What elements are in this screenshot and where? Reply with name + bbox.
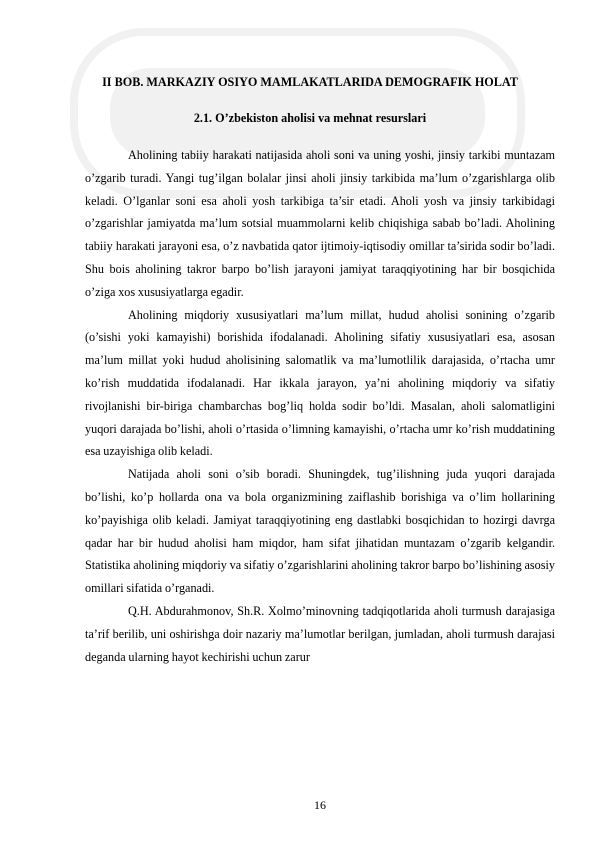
chapter-title: II BOB. MARKAZIY OSIYO MAMLAKATLARIDA DEMOGRAFIK HOLAT — [102, 75, 518, 89]
body-text — [85, 144, 555, 668]
paragraph-4: Q.H. Abdurahmonov, Sh.R. Xolmo’minovning tadqiqotlarida aholi turmush darajasiga ta’rif berilib, uni oshirishga doir nazariy ma’lumotlar berilgan, jumladan, aholi turmush darajasi deganda ularning hayot kechirishi uchun zarur — [85, 603, 555, 664]
section-title: 2.1. O’zbekiston aholisi va mehnat resurslari — [193, 111, 427, 125]
page-number: 16 — [314, 798, 326, 812]
paragraph-3: Natijada aholi soni o’sib boradi. Shuningdek, tug’ilishning juda yuqori darajada bo’lishi, ko’p hollarda ona va bola organizmining zaiflashib borishiga va o’lim hollarining ko’payishiga olib keladi. Jamiyat taraqqiyotining eng dastlabki bosqichidan to hozirgi davrga qadar har bir hudud aholisi ham miqdor, ham sifat jihatidan muntazam o’zgarib kelgandir. Statistika aholining miqdoriy va sifatiy o’zgarishlarini aholining takror barpo bo’lishining asosiy omillari sifatida o’rganadi. — [85, 467, 555, 596]
paragraph-2: Aholining miqdoriy xususiyatlari ma’lum millat, hudud aholisi sonining o’zgarib (o’sishi yoki kamayishi) borishida ifodalanadi. Aholining sifatiy xususiyatlari esa, asosan ma’lum millat yoki hudud aholisining salomatlik va ma’lumotlilik darajasida, o’rtacha umr ko’rish muddatida ifodalanadi. Har ikkala jarayon, ya’ni aholining miqdoriy va sifatiy rivojlanishi bir-biriga chambarchas bog’liq holda sodir bo’ldi. Masalan, aholi salomatligini yuqori darajada bo’lishi, aholi o’rtasida o’limning kamayishi, o’rtacha umr ko’rish muddatining esa uzayishiga olib keladi. — [85, 307, 555, 459]
paragraph-1: Aholining tabiiy harakati natijasida aholi soni va uning yoshi, jinsiy tarkibi muntazam o’zgarib turadi. Yangi tug’ilgan bolalar jinsi aholi jinsiy tarkibida ma’lum o’zgarishlarga olib keladi. O’lganlar soni esa aholi yosh tarkibiga ta’sir etadi. Aholi yosh va jinsiy tarkibidagi o’zgarishlar jamiyatda ma’lum sotsial muammolarni kelib chiqishiga sabab bo’ladi. Aholining tabiiy harakati jarayoni esa, o’z navbatida qator ijtimoiy-iqtisodiy omillar ta’sirida sodir bo’ladi. Shu bois aholining takror barpo bo’lish jarayoni jamiyat taraqqiyotining har bir bosqichida o’ziga xos xususiyatlarga egadir. — [85, 148, 555, 299]
